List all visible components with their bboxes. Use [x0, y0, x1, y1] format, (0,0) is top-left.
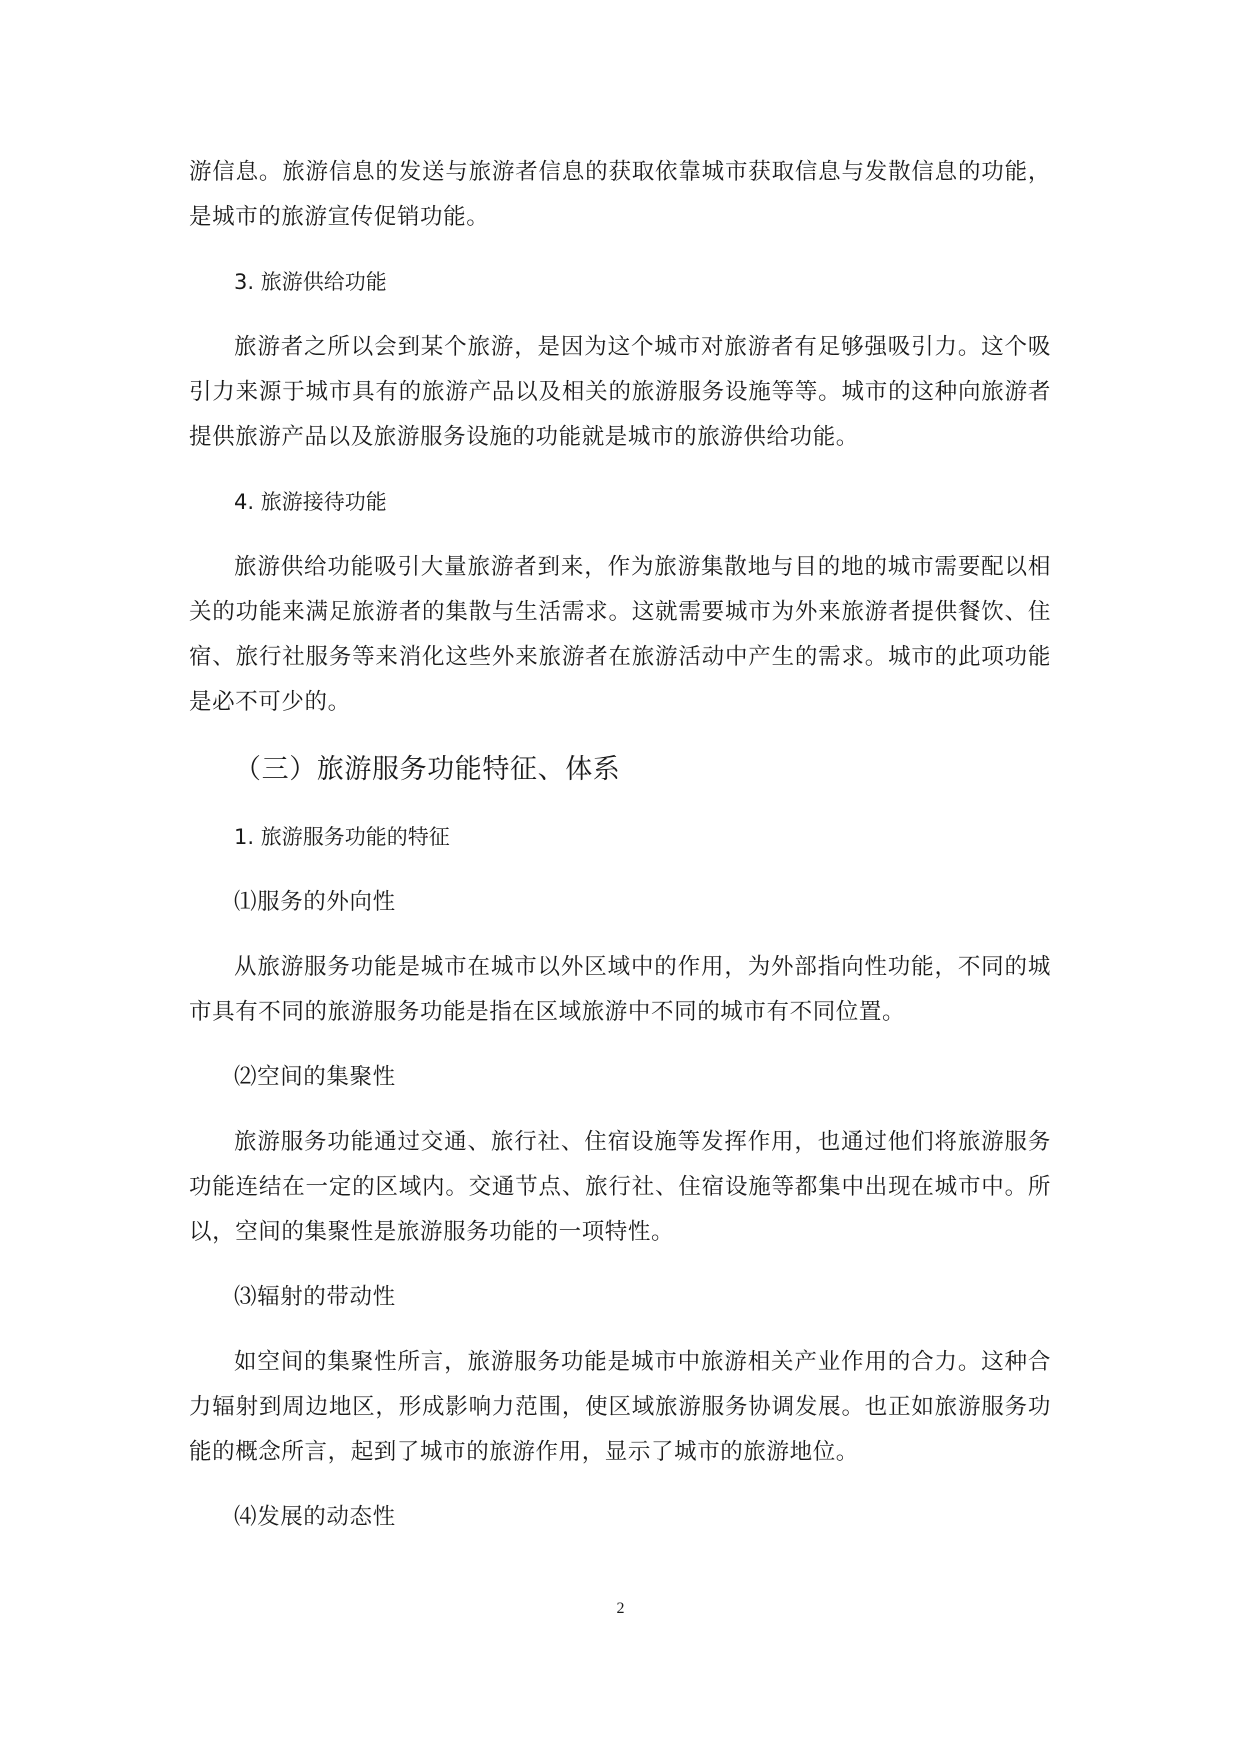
- subheading-radiation: ⑶辐射的带动性: [234, 1284, 396, 1310]
- subheading-outward: ⑴服务的外向性: [234, 889, 396, 915]
- heading-supply-function: 3. 旅游供给功能: [234, 270, 387, 294]
- page-content: [189, 150, 1051, 1560]
- paragraph-reception-function: 旅游供给功能吸引大量旅游者到来，作为旅游集散地与目的地的城市需要配以相关的功能来满足旅游者的集散与生活需求。这就需要城市为外来旅游者提供餐饮、住宿、旅行社服务等来消化这些外来旅游者在旅游活动中产生的需求。城市的此项功能是必不可少的。: [189, 554, 1051, 715]
- section-title: （三）旅游服务功能特征、体系: [234, 754, 621, 785]
- paragraph-agglomeration: 旅游服务功能通过交通、旅行社、住宿设施等发挥作用，也通过他们将旅游服务功能连结在一定的区域内。交通节点、旅行社、住宿设施等都集中出现在城市中。所以，空间的集聚性是旅游服务功能的一项特性。: [189, 1129, 1051, 1245]
- page-number: 2: [616, 1600, 625, 1617]
- heading-features: 1. 旅游服务功能的特征: [234, 825, 450, 849]
- subheading-agglomeration: ⑵空间的集聚性: [234, 1064, 396, 1090]
- paragraph-outward: 从旅游服务功能是城市在城市以外区域中的作用，为外部指向性功能，不同的城市具有不同的旅游服务功能是指在区域旅游中不同的城市有不同位置。: [189, 954, 1051, 1025]
- paragraph-supply-function: 旅游者之所以会到某个旅游，是因为这个城市对旅游者有足够强吸引力。这个吸引力来源于城市具有的旅游产品以及相关的旅游服务设施等等。城市的这种向旅游者提供旅游产品以及旅游服务设施的功能就是城市的旅游供给功能。: [189, 334, 1051, 450]
- subheading-dynamic: ⑷发展的动态性: [234, 1504, 396, 1530]
- heading-reception-function: 4. 旅游接待功能: [234, 490, 387, 514]
- paragraph-promotion: 游信息。旅游信息的发送与旅游者信息的获取依靠城市获取信息与发散信息的功能，是城市的旅游宣传促销功能。: [189, 159, 1051, 230]
- paragraph-radiation: 如空间的集聚性所言，旅游服务功能是城市中旅游相关产业作用的合力。这种合力辐射到周边地区，形成影响力范围，使区域旅游服务协调发展。也正如旅游服务功能的概念所言，起到了城市的旅游作用，显示了城市的旅游地位。: [189, 1349, 1051, 1465]
